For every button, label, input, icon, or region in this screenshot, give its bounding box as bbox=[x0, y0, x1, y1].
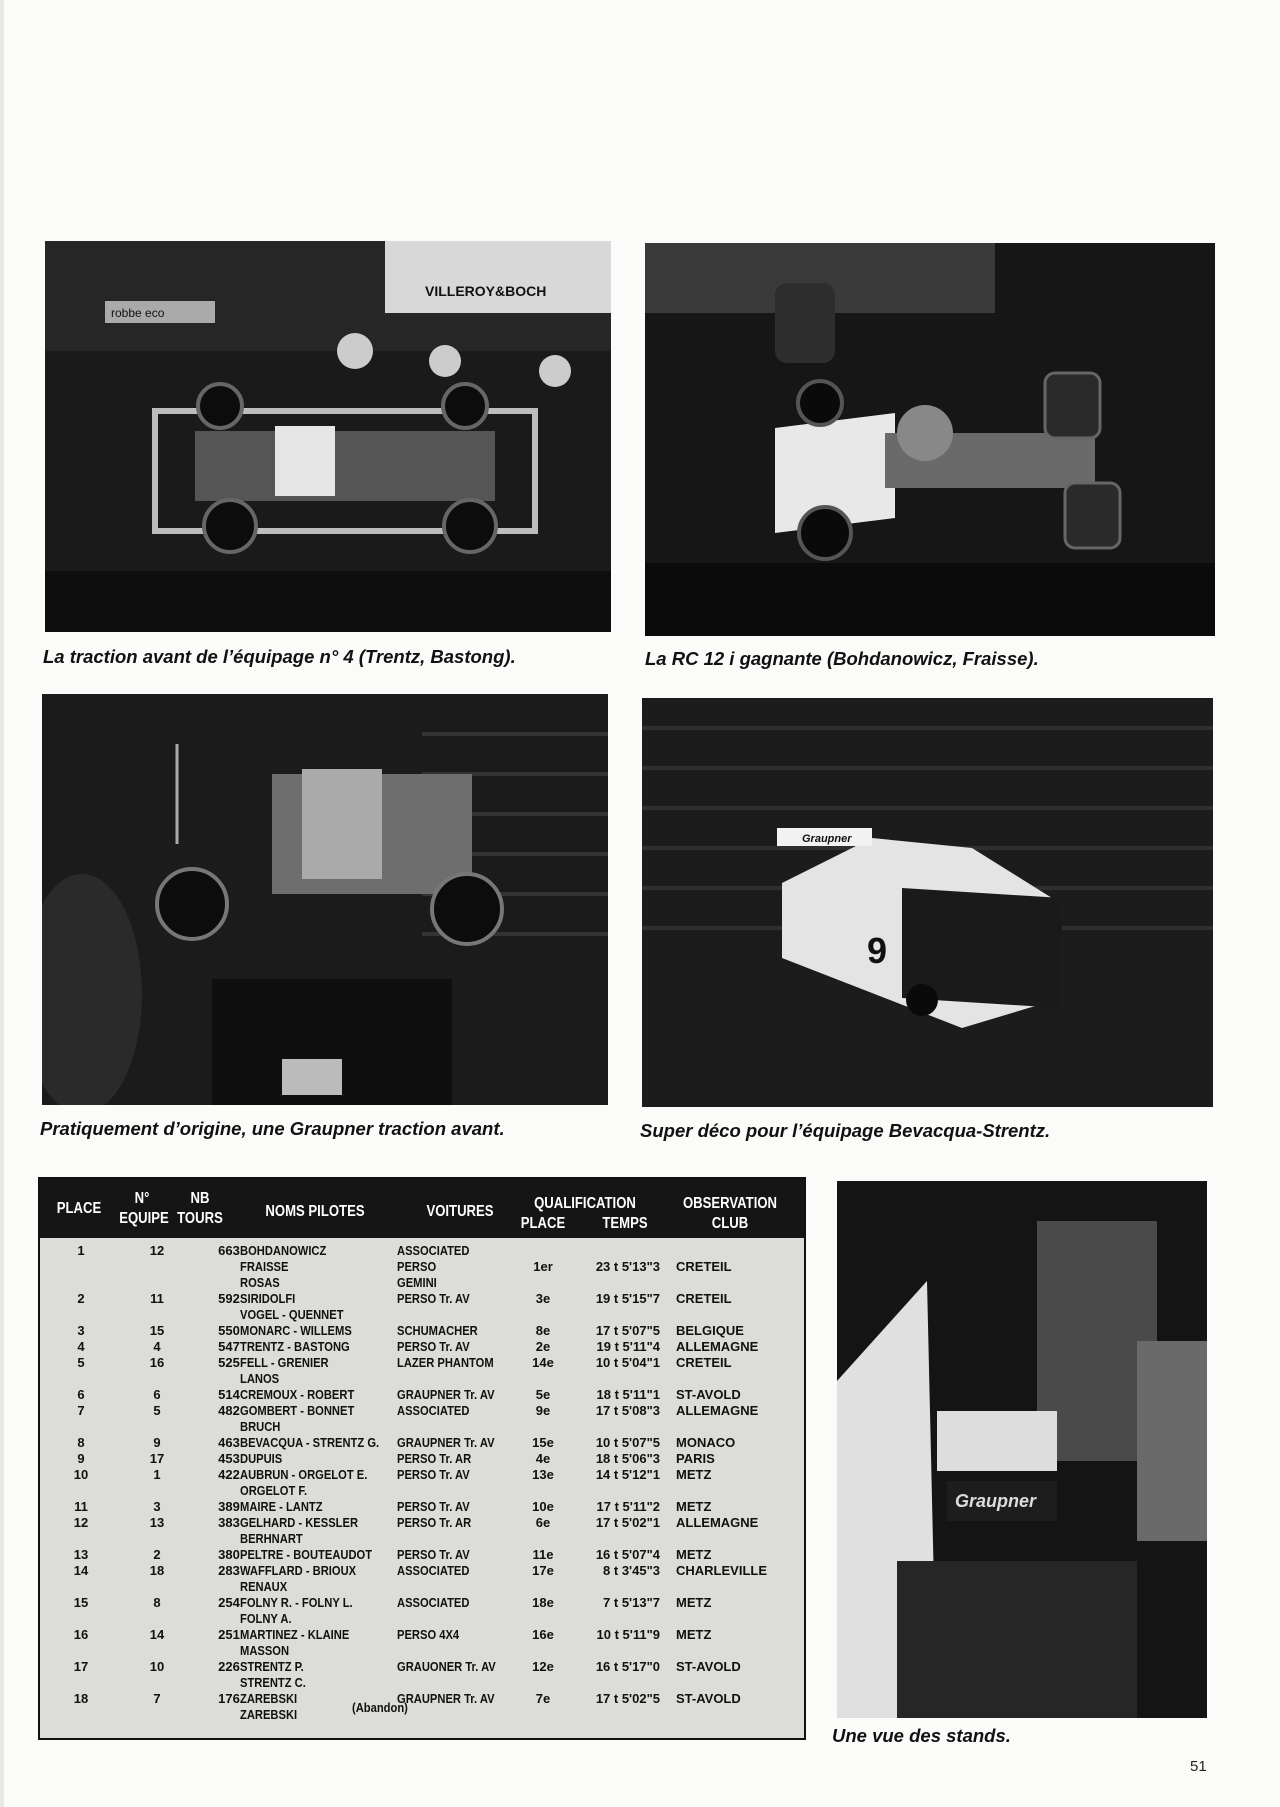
cell-qualif-temps: 17 t 5'02"1 bbox=[595, 1515, 660, 1530]
cell-qualif-place: 13e bbox=[532, 1467, 554, 1482]
cell-voiture bbox=[397, 1243, 527, 1291]
photo-bevacqua-strentz-body bbox=[642, 698, 1213, 1107]
cell-voiture bbox=[397, 1627, 527, 1643]
cell-noms-pilotes bbox=[240, 1403, 400, 1435]
cell-tours: 226 bbox=[218, 1659, 240, 1674]
cell-club: CRETEIL bbox=[676, 1291, 732, 1306]
cell-equipe: 5 bbox=[153, 1403, 161, 1418]
cell-equipe: 4 bbox=[153, 1339, 161, 1354]
cell-qualif-place: 1er bbox=[533, 1259, 553, 1274]
cell-qualif-temps: 8 t 3'45"3 bbox=[603, 1563, 660, 1578]
header-voitures: VOITURES bbox=[426, 1203, 494, 1220]
villeroy-boch-sign: VILLEROY&BOCH bbox=[425, 283, 547, 299]
cell-place: 18 bbox=[73, 1691, 89, 1706]
car-model: ASSOCIATED bbox=[397, 1243, 470, 1258]
cell-voiture bbox=[397, 1467, 527, 1483]
car-model: PERSO 4X4 bbox=[397, 1627, 460, 1642]
pilot-name: FOLNY A. bbox=[240, 1611, 292, 1626]
cell-club: ST-AVOLD bbox=[676, 1659, 741, 1674]
cell-tours: 550 bbox=[218, 1323, 240, 1338]
cell-place: 10 bbox=[73, 1467, 89, 1482]
pilot-name: LANOS bbox=[240, 1371, 280, 1386]
cell-tours: 482 bbox=[218, 1403, 240, 1418]
cell-qualif-place: 15e bbox=[532, 1435, 554, 1450]
cell-noms-pilotes bbox=[240, 1451, 400, 1467]
cell-qualif-place: 12e bbox=[532, 1659, 554, 1674]
cell-noms-pilotes bbox=[240, 1355, 400, 1387]
cell-voiture bbox=[397, 1323, 527, 1339]
cell-equipe: 16 bbox=[149, 1355, 165, 1370]
car-model: ASSOCIATED bbox=[397, 1563, 470, 1578]
cell-place: 4 bbox=[77, 1339, 85, 1354]
cell-club: ST-AVOLD bbox=[676, 1387, 741, 1402]
header-qualification: QUALIFICATION bbox=[534, 1195, 636, 1212]
cell-equipe: 10 bbox=[149, 1659, 165, 1674]
cell-club: ALLEMAGNE bbox=[676, 1403, 759, 1418]
cell-noms-pilotes bbox=[240, 1467, 400, 1499]
cell-noms-pilotes bbox=[240, 1435, 400, 1451]
cell-voiture bbox=[397, 1291, 527, 1307]
pilot-name: STRENTZ C. bbox=[240, 1675, 306, 1690]
cell-qualif-place: 10e bbox=[532, 1499, 554, 1514]
cell-club: PARIS bbox=[676, 1451, 715, 1466]
car-model: PERSO Tr. AV bbox=[397, 1467, 470, 1482]
table-row bbox=[40, 1435, 804, 1451]
cell-qualif-place: 11e bbox=[532, 1547, 554, 1562]
cell-equipe: 13 bbox=[149, 1515, 165, 1530]
car-model: ASSOCIATED bbox=[397, 1403, 470, 1418]
cell-place: 5 bbox=[77, 1355, 85, 1370]
cell-tours: 389 bbox=[218, 1499, 240, 1514]
car-model: PERSO Tr. AR bbox=[397, 1451, 472, 1466]
page-number: 51 bbox=[1190, 1758, 1207, 1775]
pilot-name: FOLNY R. - FOLNY L. bbox=[240, 1595, 353, 1610]
cell-place: 7 bbox=[77, 1403, 85, 1418]
cell-equipe: 3 bbox=[153, 1499, 161, 1514]
table-row bbox=[40, 1595, 804, 1627]
race-number: 9 bbox=[867, 930, 888, 971]
cell-tours: 251 bbox=[218, 1627, 240, 1642]
pilot-name: GOMBERT - BONNET bbox=[240, 1403, 355, 1418]
pilot-name: ROSAS bbox=[240, 1275, 280, 1290]
cell-place: 8 bbox=[77, 1435, 85, 1450]
cell-tours: 663 bbox=[218, 1243, 240, 1258]
cell-place: 11 bbox=[74, 1499, 88, 1514]
pilot-name: ZAREBSKI bbox=[240, 1691, 298, 1706]
car-model: GRAUPNER Tr. AV bbox=[397, 1691, 495, 1706]
cell-qualif-temps: 17 t 5'11"2 bbox=[596, 1499, 660, 1514]
cell-equipe: 14 bbox=[149, 1627, 165, 1642]
cell-equipe: 7 bbox=[153, 1691, 161, 1706]
cell-voiture bbox=[397, 1403, 527, 1419]
cell-club: METZ bbox=[676, 1467, 712, 1482]
cell-club: METZ bbox=[676, 1499, 712, 1514]
cell-noms-pilotes bbox=[240, 1291, 400, 1323]
header-club: CLUB bbox=[711, 1215, 749, 1232]
cell-noms-pilotes bbox=[240, 1243, 400, 1291]
cell-place: 17 bbox=[73, 1659, 89, 1674]
table-row bbox=[40, 1387, 804, 1403]
pilot-name: ZAREBSKI bbox=[240, 1707, 298, 1722]
cell-place: 14 bbox=[73, 1563, 89, 1578]
table-row bbox=[40, 1355, 804, 1387]
table-row bbox=[40, 1323, 804, 1339]
car-model: LAZER PHANTOM bbox=[397, 1355, 494, 1370]
pilot-name: DUPUIS bbox=[240, 1451, 283, 1466]
cell-qualif-temps: 16 t 5'17"0 bbox=[595, 1659, 660, 1674]
caption-photo-3: Pratiquement d’origine, une Graupner traction avant. bbox=[40, 1118, 505, 1139]
cell-equipe: 1 bbox=[153, 1467, 161, 1482]
pilot-name: BRUCH bbox=[240, 1419, 281, 1434]
pilot-name: SIRIDOLFI bbox=[240, 1291, 296, 1306]
pilot-name: GELHARD - KESSLER bbox=[240, 1515, 359, 1530]
page-spine-edge bbox=[0, 0, 4, 1807]
cell-voiture bbox=[397, 1355, 527, 1371]
car-model: PERSO Tr. AV bbox=[397, 1339, 470, 1354]
graupner-wing-logo: Graupner bbox=[802, 833, 852, 845]
pilot-name: STRENTZ P. bbox=[240, 1659, 304, 1674]
cell-noms-pilotes bbox=[240, 1595, 400, 1627]
cell-equipe: 9 bbox=[153, 1435, 161, 1450]
car-model: PERSO Tr. AR bbox=[397, 1515, 472, 1530]
header-tours: TOURS bbox=[177, 1210, 223, 1227]
pilot-name: ORGELOT F. bbox=[240, 1483, 308, 1498]
cell-qualif-place: 14e bbox=[532, 1355, 554, 1370]
cell-qualif-place: 2e bbox=[535, 1339, 551, 1354]
cell-tours: 422 bbox=[218, 1467, 240, 1482]
cell-qualif-place: 16e bbox=[532, 1627, 554, 1642]
table-row bbox=[40, 1243, 804, 1291]
cell-voiture bbox=[397, 1451, 527, 1467]
cell-equipe: 11 bbox=[150, 1291, 164, 1306]
table-body bbox=[40, 1243, 804, 1723]
cell-qualif-place: 18e bbox=[532, 1595, 554, 1610]
photo-graupner-chassis bbox=[42, 694, 608, 1105]
cell-place: 6 bbox=[77, 1387, 85, 1402]
cell-noms-pilotes bbox=[240, 1515, 400, 1547]
cell-club: CRETEIL bbox=[676, 1355, 732, 1370]
cell-qualif-temps: 19 t 5'11"4 bbox=[596, 1339, 660, 1354]
table-row bbox=[40, 1291, 804, 1323]
cell-place: 2 bbox=[77, 1291, 85, 1306]
table-row bbox=[40, 1547, 804, 1563]
cell-club: METZ bbox=[676, 1595, 712, 1610]
cell-tours: 514 bbox=[218, 1387, 240, 1402]
car-model: SCHUMACHER bbox=[397, 1323, 478, 1338]
pilot-name: PELTRE - BOUTEAUDOT bbox=[240, 1547, 373, 1562]
table-row bbox=[40, 1691, 804, 1723]
cell-tours: 525 bbox=[218, 1355, 240, 1370]
cell-tours: 592 bbox=[218, 1291, 240, 1306]
pilot-name: BEVACQUA - STRENTZ G. bbox=[240, 1435, 380, 1450]
cell-noms-pilotes bbox=[240, 1547, 400, 1563]
pilot-name: MAIRE - LANTZ bbox=[240, 1499, 323, 1514]
caption-photo-5: Une vue des stands. bbox=[832, 1725, 1011, 1746]
table-row bbox=[40, 1563, 804, 1595]
cell-voiture bbox=[397, 1339, 527, 1355]
car-model: PERSO Tr. AV bbox=[397, 1499, 470, 1514]
car-model: ASSOCIATED bbox=[397, 1595, 470, 1610]
table-row bbox=[40, 1339, 804, 1355]
cell-voiture bbox=[397, 1515, 527, 1531]
cell-qualif-temps: 16 t 5'07"4 bbox=[595, 1547, 660, 1562]
header-observation: OBSERVATION bbox=[682, 1195, 778, 1212]
cell-qualif-place: 9e bbox=[535, 1403, 551, 1418]
cell-tours: 383 bbox=[218, 1515, 240, 1530]
cell-voiture bbox=[397, 1387, 527, 1403]
cell-qualif-place: 4e bbox=[535, 1451, 551, 1466]
photo-stands bbox=[837, 1181, 1207, 1718]
pilot-name: FRAISSE bbox=[240, 1259, 289, 1274]
table-row bbox=[40, 1515, 804, 1547]
header-equipe: EQUIPE bbox=[119, 1210, 169, 1227]
cell-noms-pilotes bbox=[240, 1387, 400, 1403]
table-row bbox=[40, 1467, 804, 1499]
cell-tours: 254 bbox=[218, 1595, 240, 1610]
header-q-place: PLACE bbox=[520, 1215, 566, 1232]
table-row bbox=[40, 1659, 804, 1691]
cell-club: METZ bbox=[676, 1627, 712, 1642]
cell-club: ALLEMAGNE bbox=[676, 1339, 759, 1354]
car-model: PERSO Tr. AV bbox=[397, 1547, 470, 1562]
cell-noms-pilotes bbox=[240, 1323, 400, 1339]
cell-voiture bbox=[397, 1659, 527, 1675]
cell-qualif-place: 7e bbox=[535, 1691, 551, 1706]
cell-equipe: 2 bbox=[153, 1547, 161, 1562]
cell-tours: 380 bbox=[218, 1547, 240, 1562]
cell-voiture bbox=[397, 1547, 527, 1563]
table-row bbox=[40, 1499, 804, 1515]
pilot-name: BERHNART bbox=[240, 1531, 303, 1546]
caption-photo-2: La RC 12 i gagnante (Bohdanowicz, Fraisse). bbox=[645, 648, 1039, 669]
cell-equipe: 12 bbox=[149, 1243, 165, 1258]
cell-qualif-temps: 10 t 5'04"1 bbox=[595, 1355, 660, 1370]
cell-qualif-temps: 18 t 5'06"3 bbox=[595, 1451, 660, 1466]
header-equipe-top: N° bbox=[134, 1190, 150, 1207]
cell-place: 13 bbox=[73, 1547, 89, 1562]
pilot-name: VOGEL - QUENNET bbox=[240, 1307, 344, 1322]
cell-place: 16 bbox=[73, 1627, 89, 1642]
caption-photo-4: Super déco pour l’équipage Bevacqua-Strentz. bbox=[640, 1120, 1051, 1141]
cell-qualif-place: 3e bbox=[535, 1291, 551, 1306]
cell-tours: 463 bbox=[218, 1435, 240, 1450]
pilot-name: FELL - GRENIER bbox=[240, 1355, 329, 1370]
cell-tours: 547 bbox=[218, 1339, 240, 1354]
pilot-name: MARTINEZ - KLAINE bbox=[240, 1627, 350, 1642]
cell-voiture bbox=[397, 1691, 527, 1707]
pilot-name: WAFFLARD - BRIOUX bbox=[240, 1563, 357, 1578]
cell-place: 1 bbox=[77, 1243, 85, 1258]
pilot-name: MONARC - WILLEMS bbox=[240, 1323, 352, 1338]
cell-noms-pilotes bbox=[240, 1339, 400, 1355]
cell-qualif-temps: 14 t 5'12"1 bbox=[595, 1467, 660, 1482]
cell-equipe: 15 bbox=[149, 1323, 165, 1338]
cell-qualif-temps: 19 t 5'15"7 bbox=[595, 1291, 660, 1306]
cell-tours: 176 bbox=[218, 1691, 240, 1706]
cell-qualif-temps: 17 t 5'08"3 bbox=[595, 1403, 660, 1418]
cell-qualif-temps: 10 t 5'11"9 bbox=[596, 1627, 660, 1642]
cell-voiture bbox=[397, 1595, 527, 1611]
pilot-name: BOHDANOWICZ bbox=[240, 1243, 327, 1258]
cell-equipe: 18 bbox=[149, 1563, 165, 1578]
cell-qualif-place: 6e bbox=[535, 1515, 551, 1530]
cell-club: CHARLEVILLE bbox=[676, 1563, 767, 1578]
cell-place: 15 bbox=[73, 1595, 89, 1610]
cell-qualif-place: 8e bbox=[535, 1323, 551, 1338]
cell-club: METZ bbox=[676, 1547, 712, 1562]
cell-club: ALLEMAGNE bbox=[676, 1515, 759, 1530]
car-model: GEMINI bbox=[397, 1275, 437, 1290]
cell-qualif-place: 17e bbox=[532, 1563, 554, 1578]
cell-qualif-temps: 7 t 5'13"7 bbox=[603, 1595, 660, 1610]
cell-qualif-place: 5e bbox=[535, 1387, 551, 1402]
results-table bbox=[38, 1177, 806, 1740]
pilot-name: CREMOUX - ROBERT bbox=[240, 1387, 355, 1402]
car-model: PERSO Tr. AV bbox=[397, 1291, 470, 1306]
cell-qualif-temps: 17 t 5'02"5 bbox=[595, 1691, 660, 1706]
cell-qualif-temps: 17 t 5'07"5 bbox=[595, 1323, 660, 1338]
abandon-note: (Abandon) bbox=[352, 1700, 408, 1715]
pilot-name: AUBRUN - ORGELOT E. bbox=[240, 1467, 368, 1482]
table-row bbox=[40, 1627, 804, 1659]
cell-qualif-temps: 10 t 5'07"5 bbox=[595, 1435, 660, 1450]
cell-equipe: 6 bbox=[153, 1387, 161, 1402]
cell-tours: 453 bbox=[218, 1451, 240, 1466]
header-q-temps: TEMPS bbox=[602, 1215, 648, 1232]
cell-equipe: 17 bbox=[149, 1451, 165, 1466]
cell-noms-pilotes bbox=[240, 1499, 400, 1515]
header-noms-pilotes: NOMS PILOTES bbox=[265, 1203, 365, 1220]
photo-rc12i-winner bbox=[645, 243, 1215, 636]
car-model: GRAUPNER Tr. AV bbox=[397, 1387, 495, 1402]
cell-place: 12 bbox=[73, 1515, 89, 1530]
cell-club: ST-AVOLD bbox=[676, 1691, 741, 1706]
header-tours-top: NB bbox=[190, 1190, 210, 1207]
cell-voiture bbox=[397, 1563, 527, 1579]
cell-club: MONACO bbox=[676, 1435, 736, 1450]
cell-place: 9 bbox=[77, 1451, 85, 1466]
cell-equipe: 8 bbox=[153, 1595, 161, 1610]
cell-club: CRETEIL bbox=[676, 1259, 732, 1274]
cell-tours: 283 bbox=[218, 1563, 240, 1578]
cell-noms-pilotes bbox=[240, 1659, 400, 1691]
cell-voiture bbox=[397, 1499, 527, 1515]
cell-qualif-temps: 23 t 5'13"3 bbox=[595, 1259, 660, 1274]
graupner-stand-box: Graupner bbox=[955, 1491, 1037, 1511]
pilot-name: RENAUX bbox=[240, 1579, 288, 1594]
cell-club: BELGIQUE bbox=[676, 1323, 744, 1338]
cell-noms-pilotes bbox=[240, 1563, 400, 1595]
cell-noms-pilotes bbox=[240, 1627, 400, 1659]
caption-photo-1: La traction avant de l’équipage n° 4 (Trentz, Bastong). bbox=[43, 646, 516, 667]
robbe-eco-sign: robbe eco bbox=[111, 306, 165, 320]
header-place: PLACE bbox=[56, 1200, 102, 1217]
car-model: GRAUPNER Tr. AV bbox=[397, 1435, 495, 1450]
table-row bbox=[40, 1403, 804, 1435]
car-model: PERSO bbox=[397, 1259, 437, 1274]
table-row bbox=[40, 1451, 804, 1467]
car-model: GRAUONER Tr. AV bbox=[397, 1659, 496, 1674]
cell-voiture bbox=[397, 1435, 527, 1451]
pilot-name: MASSON bbox=[240, 1643, 290, 1658]
pilot-name: TRENTZ - BASTONG bbox=[240, 1339, 350, 1354]
cell-qualif-temps: 18 t 5'11"1 bbox=[596, 1387, 660, 1402]
photo-front-wheel-drive-car bbox=[45, 241, 611, 632]
table-header bbox=[40, 1179, 804, 1238]
cell-place: 3 bbox=[77, 1323, 85, 1338]
